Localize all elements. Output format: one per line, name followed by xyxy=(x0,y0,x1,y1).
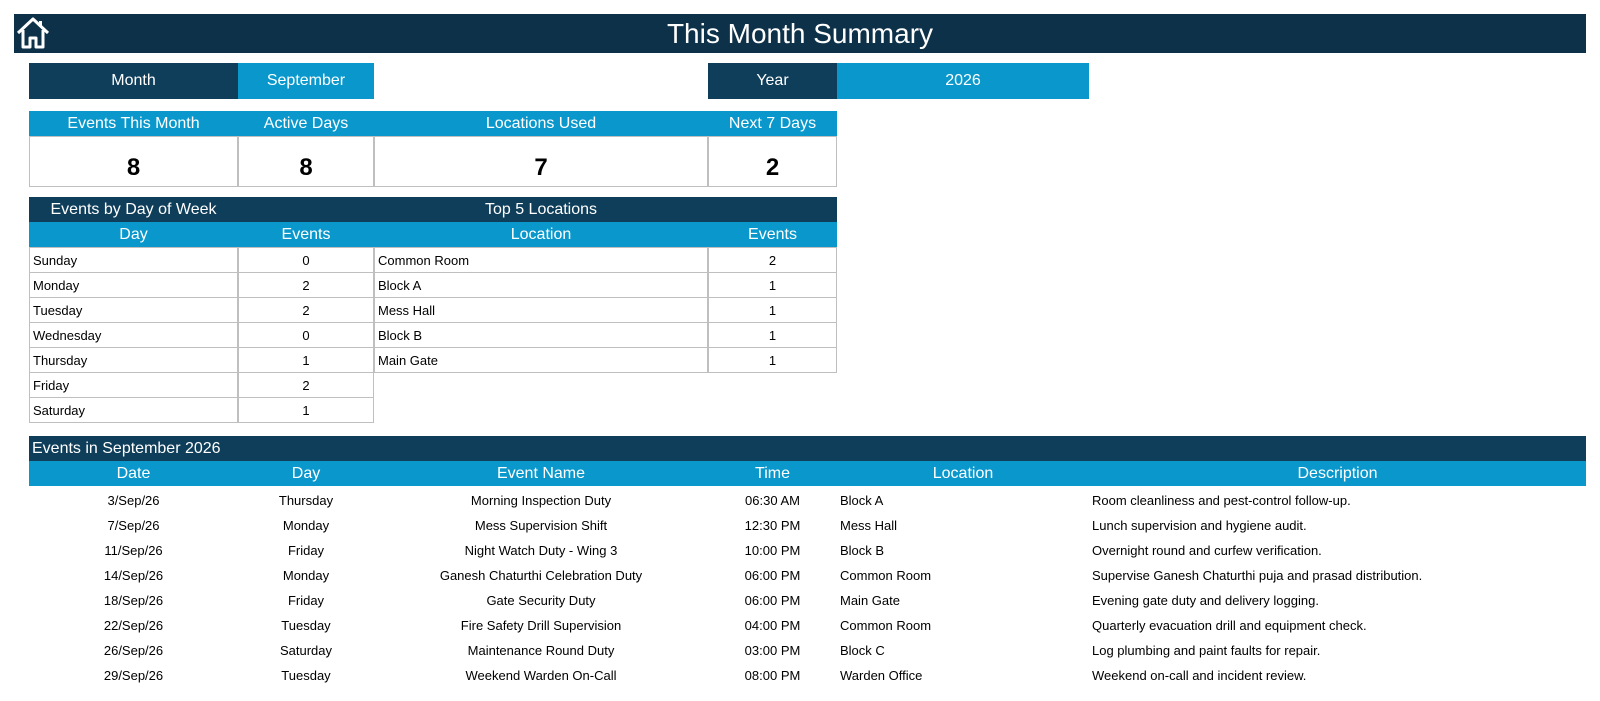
title-bar xyxy=(14,14,1586,53)
top-location-row-name: Block A xyxy=(374,272,708,298)
by-day-row-day: Sunday xyxy=(29,247,238,273)
by-day-row-day: Tuesday xyxy=(29,297,238,323)
event-day: Tuesday xyxy=(281,618,331,633)
by-day-col-events: Events xyxy=(281,225,331,243)
year-label: Year xyxy=(708,63,837,99)
event-time: 10:00 PM xyxy=(744,543,801,558)
event-description: Supervise Ganesh Chaturthi puja and prasad distribution. xyxy=(1092,568,1423,583)
by-day-row-day: Wednesday xyxy=(29,322,238,348)
event-location: Common Room xyxy=(840,568,932,583)
event-date: 22/Sep/26 xyxy=(103,618,164,633)
top-location-row-name: Mess Hall xyxy=(374,297,708,323)
page-title: This Month Summary xyxy=(666,17,934,49)
by-day-row-day: Thursday xyxy=(29,347,238,373)
events-col-day: Day xyxy=(291,464,321,482)
top-locations-title: Top 5 Locations xyxy=(484,200,598,218)
event-description: Log plumbing and paint faults for repair. xyxy=(1092,643,1321,658)
event-day: Friday xyxy=(287,543,325,558)
event-time: 06:00 PM xyxy=(744,593,801,608)
top-location-row-name: Main Gate xyxy=(374,347,708,373)
event-location: Common Room xyxy=(840,618,932,633)
by-day-col-day: Day xyxy=(119,225,148,243)
event-date: 26/Sep/26 xyxy=(103,643,164,658)
top-location-row-events: 1 xyxy=(708,297,837,323)
events-col-event-name: Event Name xyxy=(496,464,586,482)
event-date: 11/Sep/26 xyxy=(104,543,163,558)
event-day: Friday xyxy=(287,593,325,608)
event-description: Room cleanliness and pest-control follow-up. xyxy=(1092,493,1351,508)
kpi-label-events-this-month: Events This Month xyxy=(67,114,200,132)
by-day-row-events: 0 xyxy=(238,247,374,273)
top-location-row-name: Common Room xyxy=(374,247,708,273)
event-description: Lunch supervision and hygiene audit. xyxy=(1092,518,1307,533)
event-time: 12:30 PM xyxy=(744,518,801,533)
event-day: Monday xyxy=(282,568,330,583)
event-day: Saturday xyxy=(279,643,333,658)
by-day-row-events: 2 xyxy=(238,372,374,398)
by-day-row-day: Monday xyxy=(29,272,238,298)
kpi-label-active-days: Active Days xyxy=(263,114,349,132)
event-time: 08:00 PM xyxy=(744,668,801,683)
events-col-location: Location xyxy=(932,464,994,482)
top-location-row-events: 2 xyxy=(708,247,837,273)
event-date: 3/Sep/26 xyxy=(107,493,160,508)
events-col-time: Time xyxy=(755,464,790,482)
top-locations-col-location: Location xyxy=(510,225,572,243)
event-name: Night Watch Duty - Wing 3 xyxy=(464,543,618,558)
event-location: Warden Office xyxy=(840,668,923,683)
top-location-row-events: 1 xyxy=(708,322,837,348)
top-locations-col-events: Events xyxy=(748,225,797,243)
event-day: Tuesday xyxy=(281,668,331,683)
kpi-label-locations-used: Locations Used xyxy=(485,114,597,132)
kpi-value-events-this-month: 8 xyxy=(29,136,238,187)
by-day-row-events: 0 xyxy=(238,322,374,348)
event-description: Weekend on-call and incident review. xyxy=(1092,668,1307,683)
top-location-row-name: Block B xyxy=(374,322,708,348)
home-icon[interactable] xyxy=(16,16,50,50)
month-label: Month xyxy=(29,63,238,99)
top-location-row-events: 1 xyxy=(708,272,837,298)
by-day-row-events: 1 xyxy=(238,347,374,373)
event-time: 06:30 AM xyxy=(745,493,800,508)
by-day-row-events: 1 xyxy=(238,397,374,423)
event-time: 04:00 PM xyxy=(744,618,801,633)
event-date: 18/Sep/26 xyxy=(103,593,164,608)
event-location: Block C xyxy=(840,643,885,658)
events-col-description: Description xyxy=(1297,464,1378,482)
by-day-row-day: Friday xyxy=(29,372,238,398)
by-day-row-events: 2 xyxy=(238,272,374,298)
event-date: 14/Sep/26 xyxy=(103,568,164,583)
event-location: Block B xyxy=(840,543,885,558)
event-description: Overnight round and curfew verification. xyxy=(1092,543,1322,558)
event-name: Mess Supervision Shift xyxy=(474,518,608,533)
event-name: Weekend Warden On-Call xyxy=(465,668,617,683)
event-day: Thursday xyxy=(278,493,334,508)
event-name: Ganesh Chaturthi Celebration Duty xyxy=(439,568,643,583)
event-name: Fire Safety Drill Supervision xyxy=(460,618,622,633)
event-description: Evening gate duty and delivery logging. xyxy=(1092,593,1319,608)
event-description: Quarterly evacuation drill and equipment check. xyxy=(1092,618,1367,633)
by-day-row-day: Saturday xyxy=(29,397,238,423)
event-name: Morning Inspection Duty xyxy=(470,493,612,508)
by-day-title: Events by Day of Week xyxy=(50,200,217,218)
event-location: Mess Hall xyxy=(840,518,898,533)
by-day-row-events: 2 xyxy=(238,297,374,323)
event-location: Block A xyxy=(840,493,884,508)
kpi-value-locations-used: 7 xyxy=(374,136,708,187)
kpi-value-next-7-days: 2 xyxy=(708,136,837,187)
event-location: Main Gate xyxy=(840,593,900,608)
kpi-label-next-7-days: Next 7 Days xyxy=(728,114,817,132)
year-select[interactable]: 2026 xyxy=(837,63,1089,99)
event-time: 03:00 PM xyxy=(744,643,801,658)
event-date: 7/Sep/26 xyxy=(107,518,160,533)
month-select[interactable]: September xyxy=(238,63,374,99)
top-location-row-events: 1 xyxy=(708,347,837,373)
event-name: Maintenance Round Duty xyxy=(467,643,615,658)
kpi-value-active-days: 8 xyxy=(238,136,374,187)
events-list-title: Events in September 2026 xyxy=(29,436,1586,461)
event-time: 06:00 PM xyxy=(744,568,801,583)
events-col-date: Date xyxy=(116,464,151,482)
event-name: Gate Security Duty xyxy=(486,593,596,608)
event-day: Monday xyxy=(282,518,330,533)
event-date: 29/Sep/26 xyxy=(103,668,164,683)
